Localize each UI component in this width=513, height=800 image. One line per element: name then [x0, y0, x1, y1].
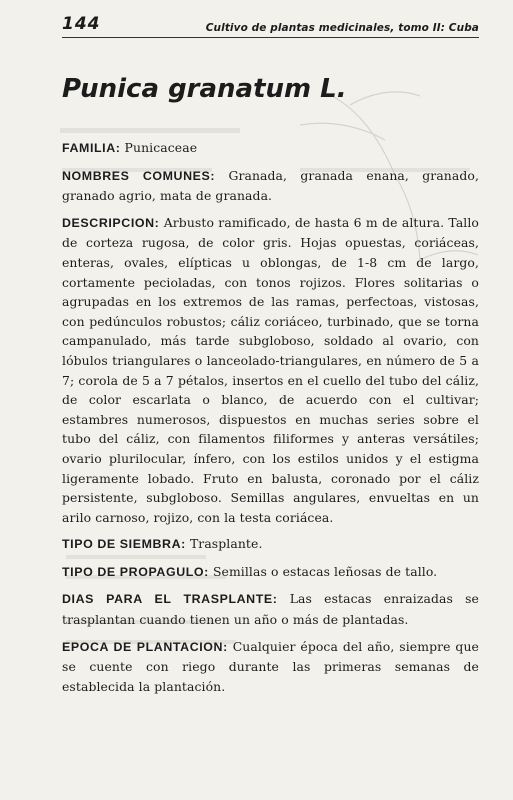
running-title: Cultivo de plantas medicinales, tomo II: Cuba — [205, 22, 479, 34]
entry-text: Granada, granada enana, granado, granado agrio, mata de granada. — [62, 167, 480, 204]
label-suffix: : — [115, 141, 121, 155]
entry-text: Cualquier época del año, siempre que se cuente con riego durante las primeras semanas de establecida la plantación. — [62, 638, 479, 694]
label-suffix: : — [154, 215, 160, 230]
page-number: 144 — [62, 14, 101, 34]
entry-text: Punicaceae — [124, 140, 198, 155]
entry-text: Trasplante. — [189, 536, 263, 552]
entry-text: Las estacas enraizadas se trasplantan cuando tienen un año o más de plantadas. — [62, 591, 479, 628]
entry-label: DESCRIPCION — [62, 215, 155, 230]
entry-nombres-comunes — [62, 166, 479, 206]
entry-text: Arbusto ramificado, de hasta 6 m de altura. Tallo de corteza rugosa, de color gris. Hojas opuestas, coriáceas, enteras, ovales, elípticas u oblongas, de 1-8 cm de largo, cortamente pecioladas, con tonos rojizos. Flores solitarias o agrupadas en los extremos de las ramas, perfectoas, vistosas, con pedúnculos robustos; cáliz coriáceo, turbinado, que se torna campanulado, más tarde subgloboso, soldado al ovario, con lóbulos triangulares o lanceolado-triangulares, en número de 5 a 7; corola de 5 a 7 pétalos, insertos en el cuello del tubo del cáliz, de color escarlata o blanco, de acuerdo con el cultivar; estambres numerosos, dispuestos en muchas series sobre el tubo del cáliz, con filamentos filiformes y anteras versátiles; ovario plurilocular, ínfero, con los estilos unidos y el estigma ligeramente lobado. Fruto en balusta, coronado por el cáliz persistente, subgloboso. Semillas angulares, envueltas en un arilo carnoso, rojizo, con la testa coriácea. — [62, 214, 479, 525]
entry-tipo-de-siembra — [62, 534, 479, 555]
entry-label: DIAS PARA EL TRASPLANTE — [62, 592, 273, 607]
entry-label: TIPO DE SIEMBRA — [62, 537, 182, 552]
entry-descripcion — [62, 213, 479, 528]
entry-label: TIPO DE PROPAGULO — [62, 564, 205, 579]
entry-dias-para-el-trasplante — [62, 589, 479, 629]
entry-tipo-de-propagulo — [62, 562, 479, 583]
entry-text: Semillas o estacas leñosas de tallo. — [212, 563, 438, 579]
species-title: Punica granatum L. — [62, 74, 347, 104]
entry-label: FAMILIA — [62, 141, 116, 155]
label-suffix: : — [181, 537, 186, 552]
label-suffix: : — [210, 168, 216, 183]
entry-epoca-de-plantacion — [62, 637, 479, 697]
label-suffix: : — [204, 564, 209, 579]
entry-label: NOMBRES COMUNES — [62, 168, 211, 183]
entry-label: EPOCA DE PLANTACION — [62, 639, 224, 654]
label-suffix: : — [272, 592, 278, 607]
entry-familia — [62, 138, 479, 159]
running-head — [62, 14, 479, 38]
label-suffix: : — [223, 639, 228, 654]
